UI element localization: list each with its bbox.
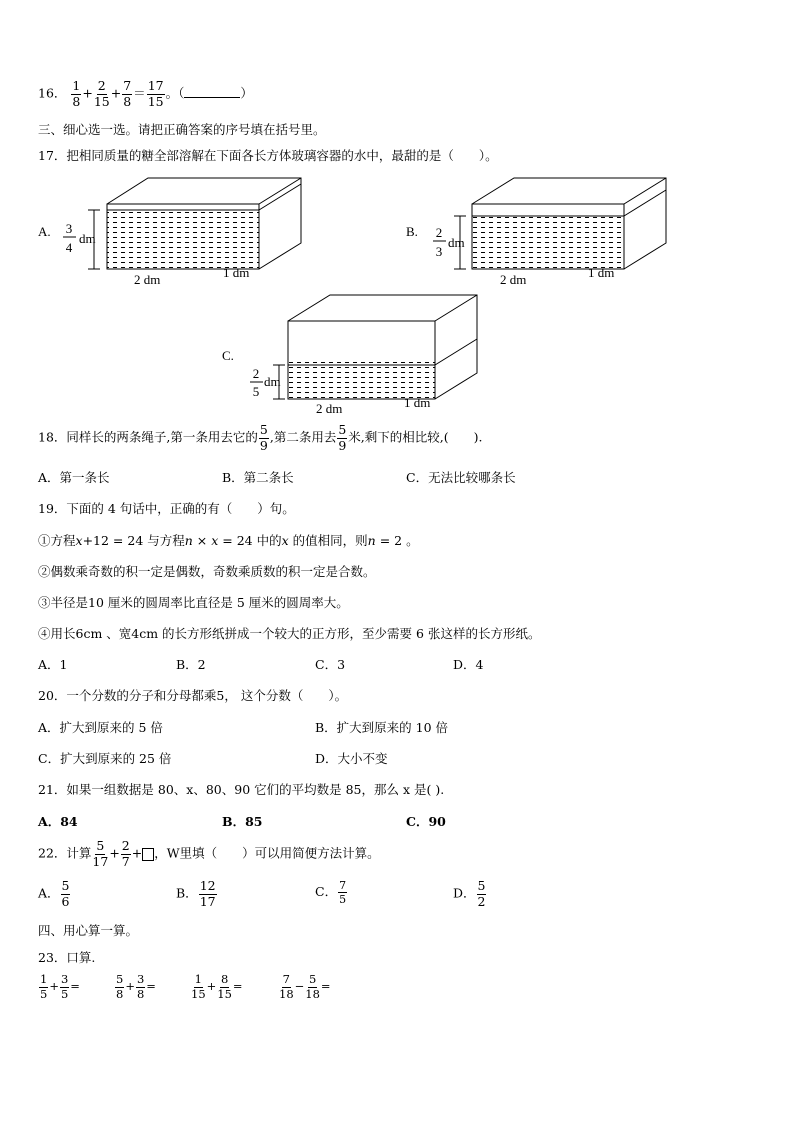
q20-option-c[interactable]: C．扩大到原来的 25 倍 <box>38 751 172 766</box>
empty-box-icon <box>142 848 154 861</box>
q20-text: 20．一个分数的分子和分母都乘5， 这个分数（ ）。 <box>38 688 348 703</box>
q23-item-2: $\frac{5}{8}$ + $\frac{3}{8}$ = <box>116 972 156 1001</box>
option-b-label: B. <box>406 224 418 239</box>
svg-text:1 dm: 1 dm <box>223 265 250 280</box>
fraction: $\frac{5}{17}$ <box>92 838 109 869</box>
container-b <box>406 178 666 287</box>
q21-option-b[interactable]: B．85 <box>222 814 263 829</box>
svg-text:2: 2 <box>252 366 260 381</box>
fraction: $\frac{1}{8}$ <box>72 78 81 109</box>
q22-option-a[interactable]: A． $\frac{5}{6}$ <box>38 878 70 909</box>
q22-option-b[interactable]: B． $\frac{12}{17}$ <box>176 878 216 909</box>
fraction: $\frac{7}{5}$ <box>339 879 347 906</box>
fraction: $\frac{5}{9}$ <box>338 422 347 453</box>
fraction: $\frac{5}{2}$ <box>477 878 486 909</box>
q19-statement-3: ③半径是10 厘米的圆周率比直径是 5 厘米的圆周率大。 <box>38 595 349 610</box>
q21-option-c[interactable]: C．90 <box>406 814 446 829</box>
q20-option-a[interactable]: A．扩大到原来的 5 倍 <box>38 720 163 735</box>
q20-option-b[interactable]: B．扩大到原来的 10 倍 <box>315 720 449 735</box>
section-4-heading: 四、用心算一算。 <box>38 923 139 938</box>
q23-item-4: $\frac{7}{18}$ − $\frac{5}{18}$ = <box>279 972 331 1001</box>
q19-text: 19．下面的 4 句话中，正确的有（ ）句。 <box>38 501 295 516</box>
q18-text: 18．同样长的两条绳子,第一条用去它的 $\frac{5}{9}$ ,第二条用去 $\frac{5}{9}$ 米,剩下的相比较,( ). <box>38 422 483 453</box>
svg-text:1 dm: 1 dm <box>588 265 615 280</box>
q19-option-b[interactable]: B．2 <box>176 657 206 672</box>
fraction: $\frac{2}{7}$ <box>121 838 130 869</box>
fraction: $\frac{17}{15}$ <box>147 78 164 109</box>
q19-statement-4: ④用长6cm 、宽4cm 的长方形纸拼成一个较大的正方形，至少需要 6 张这样的长方形纸。 <box>38 626 541 641</box>
q22-option-c[interactable]: C． $\frac{7}{5}$ <box>315 879 347 906</box>
q20-option-d[interactable]: D．大小不变 <box>315 751 388 766</box>
q19-option-d[interactable]: D．4 <box>453 657 484 672</box>
q17-diagrams <box>0 170 794 420</box>
container-c <box>222 295 477 416</box>
q21-option-a[interactable]: A．84 <box>38 814 78 829</box>
svg-text:2: 2 <box>435 225 443 240</box>
fraction: $\frac{7}{8}$ <box>123 78 132 109</box>
q23-text: 23．口算. <box>38 950 96 965</box>
fraction: $\frac{2}{15}$ <box>93 78 110 109</box>
q19-option-a[interactable]: A．1 <box>38 657 68 672</box>
svg-text:dm: dm <box>448 235 465 250</box>
svg-text:3: 3 <box>435 244 443 259</box>
q21-text: 21．如果一组数据是 80、x、80、90 它们的平均数是 85，那么 x 是( ). <box>38 782 445 797</box>
q17-text: 17．把相同质量的糖全部溶解在下面各长方体玻璃容器的水中，最甜的是（ ）。 <box>38 148 498 163</box>
q19-option-c[interactable]: C．3 <box>315 657 346 672</box>
option-a-label: A. <box>38 224 51 239</box>
svg-text:2 dm: 2 dm <box>134 272 161 287</box>
container-a <box>38 178 301 287</box>
fraction: $\frac{5}{9}$ <box>259 422 268 453</box>
fraction: $\frac{12}{17}$ <box>199 878 216 909</box>
svg-text:dm: dm <box>264 374 281 389</box>
section-3-heading: 三、细心选一选。请把正确答案的序号填在括号里。 <box>38 122 326 137</box>
q16-number: 16． <box>38 85 67 101</box>
svg-text:4: 4 <box>65 240 73 255</box>
q22-option-d[interactable]: D． $\frac{5}{2}$ <box>453 878 486 909</box>
svg-text:2 dm: 2 dm <box>316 401 343 416</box>
q23-item-3: $\frac{1}{15}$ + $\frac{8}{15}$ = <box>191 972 243 1001</box>
option-c-label: C. <box>222 348 234 363</box>
q18-option-c[interactable]: C．无法比较哪条长 <box>406 470 516 485</box>
q18-option-a[interactable]: A．第一条长 <box>38 470 110 485</box>
svg-text:1 dm: 1 dm <box>404 395 431 410</box>
q22-text: 22．计算 $\frac{5}{17}$ + $\frac{2}{7}$ + ，W里填（ ）可以用简便方法计算。 <box>38 838 380 869</box>
svg-text:3: 3 <box>65 221 73 236</box>
svg-text:5: 5 <box>252 384 260 399</box>
q18-option-b[interactable]: B．第二条长 <box>222 470 294 485</box>
fraction: $\frac{5}{6}$ <box>61 878 70 909</box>
q19-statement-1: ①方程x+12 = 24 与方程n × x = 24 中的x 的值相同，则n = 2 。 <box>38 533 419 548</box>
q16: 16． $\frac{1}{8}$ + $\frac{2}{15}$ + $\frac{7}{8}$ ＝ $\frac{17}{15}$ 。（ ） <box>38 78 253 109</box>
q19-statement-2: ②偶数乘奇数的积一定是偶数，奇数乘质数的积一定是合数。 <box>38 564 376 579</box>
svg-text:2 dm: 2 dm <box>500 272 527 287</box>
q23-item-1: $\frac{1}{5}$ + $\frac{3}{5}$ = <box>40 972 80 1001</box>
svg-text:dm: dm <box>79 231 96 246</box>
answer-blank[interactable] <box>184 87 240 98</box>
